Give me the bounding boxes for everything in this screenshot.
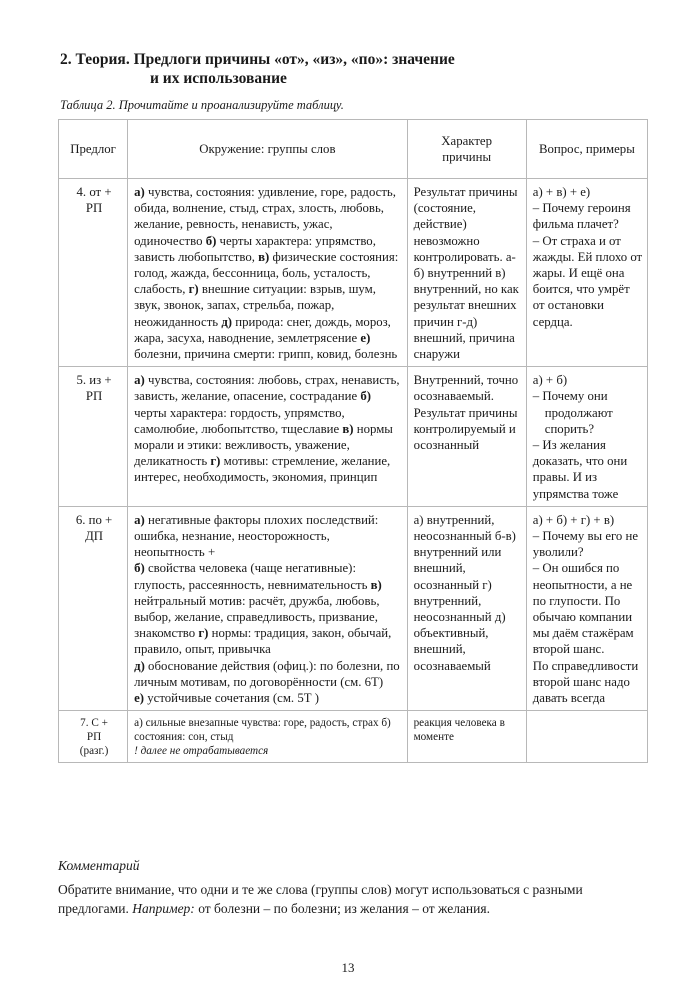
prep-label: 4. от + bbox=[76, 185, 112, 199]
header-char-line1: Характер bbox=[441, 133, 493, 148]
ex-line: – Из желания доказать, что они правы. И из упрямства тоже bbox=[532, 438, 628, 501]
prep-case: РП bbox=[86, 731, 102, 744]
ex-line: – Он ошибся по неопытности, а не по глупости. По обычаю компании мы даём стажёрам второй шанс. bbox=[532, 561, 634, 657]
table-header-row bbox=[59, 120, 648, 179]
prep-label: 6. по + bbox=[75, 512, 113, 527]
ex-line: а) + б) + г) + в) bbox=[532, 512, 615, 527]
prep-label: 7. С + bbox=[80, 717, 108, 730]
env-label-e: е) bbox=[134, 691, 145, 706]
env-text-a: чувства, состояния: любовь, страх, ненависть, зависть, желание, опасение, сострадание bbox=[134, 373, 400, 404]
env-cell bbox=[128, 179, 407, 367]
env-label-g: г) bbox=[210, 454, 221, 469]
env-text-d: обоснование действия (офиц.): по болезни, по личным мотивам, по договорённости (см. 6Т) bbox=[134, 658, 400, 689]
header-prep: Предлог bbox=[59, 120, 128, 179]
ex-line: – Почему вы его не уволили? bbox=[532, 529, 639, 560]
page-number: 13 bbox=[341, 960, 355, 975]
ex-line: продолжают спорить? bbox=[544, 405, 613, 436]
prepositions-table bbox=[58, 119, 648, 763]
env-text-b: черты характера: упрямство, зависть любопытство, bbox=[134, 233, 376, 264]
comment-text-before: Обратите внимание, что одни и те же слова (группы слов) могут использоваться с разными предлогами. bbox=[58, 882, 583, 916]
ex-line: – Почему героиня фильма плачет? bbox=[532, 201, 631, 232]
prep-note: (разг.) bbox=[79, 745, 109, 758]
env-cell bbox=[128, 711, 407, 763]
section-heading bbox=[60, 50, 660, 88]
env-text-b: черты характера: гордость, упрямство, самолюбие, любопытство, тщеславие bbox=[134, 405, 345, 436]
ex-line: – Почему они bbox=[532, 389, 608, 404]
env-label-b: б) bbox=[134, 561, 145, 576]
comment-text-after: от болезни – по болезни; из желания – от желания. bbox=[194, 901, 490, 916]
env-cell bbox=[128, 367, 407, 507]
env-text-a: чувства, состояния: удивление, горе, радость, обида, волнение, стыд, страх, злость, любовь, желание, ревность, ненависть, ужас, одиночество bbox=[134, 185, 396, 248]
ex-cell bbox=[526, 179, 647, 367]
ex-line: По справедливости второй шанс надо давать всегда bbox=[532, 658, 639, 706]
env-label-e: е) bbox=[360, 330, 371, 345]
ex-cell bbox=[526, 711, 647, 763]
env-label-b: б) bbox=[360, 389, 371, 404]
prep-case: РП bbox=[85, 389, 103, 404]
prep-cell bbox=[59, 506, 128, 710]
table-row bbox=[59, 179, 648, 367]
env-text-v: нормы морали и этики: вежливость, уважение, деликатность bbox=[134, 421, 393, 469]
table-row bbox=[59, 711, 648, 763]
env-text-b: свойства человека (чаще негативные): глупость, рассеянность, невнимательность bbox=[134, 561, 371, 592]
ex-cell bbox=[526, 367, 647, 507]
prep-cell bbox=[59, 367, 128, 507]
env-label-a: а) bbox=[134, 185, 145, 199]
comment-example-label: Например: bbox=[132, 901, 195, 916]
table-caption: Таблица 2. Прочитайте и проанализируйте таблицу. bbox=[60, 98, 344, 112]
table-row bbox=[59, 506, 648, 710]
env-label-a: а) bbox=[134, 373, 145, 388]
prep-cell bbox=[59, 711, 128, 763]
env-label-g: г) bbox=[198, 626, 209, 641]
comment-text bbox=[58, 880, 648, 918]
table-row bbox=[59, 367, 648, 507]
env-text-g: мотивы: стремление, желание, интерес, необходимость, экономия, принцип bbox=[134, 454, 391, 485]
char-cell: реакция человека в моменте bbox=[407, 711, 526, 763]
env-text-v: физические состояния: голод, жажда, бессонница, боль, усталость, слабость, bbox=[134, 249, 399, 297]
char-cell: Внутренний, точно осознаваемый. Результат причины контролируемый и осознанный bbox=[407, 367, 526, 507]
env-text-g: нормы: традиция, закон, обычай, правило, опыт, привычка bbox=[134, 626, 392, 657]
section-heading-line2: и их использование bbox=[150, 70, 287, 87]
env-label-v: в) bbox=[258, 249, 270, 264]
char-cell: а) внутренний, неосознанный б-в) внутренний или внешний, осознанный г) внутренний, неосознанный д) объективный, внешний, осознаваемый bbox=[407, 506, 526, 710]
env-label-v: в) bbox=[342, 421, 354, 436]
header-ex: Вопрос, примеры bbox=[526, 120, 647, 179]
ex-line: – От страха и от жажды. Ей плохо от жары. И ещё она боится, что умрёт от остановки сердца. bbox=[532, 233, 643, 329]
header-char-line2: причины bbox=[442, 150, 492, 164]
env-label-g: г) bbox=[188, 282, 199, 297]
ex-line: а) + б) bbox=[532, 373, 568, 388]
comment-title: Комментарий bbox=[58, 858, 140, 873]
prep-case: ДП bbox=[85, 529, 104, 544]
prep-cell bbox=[59, 179, 128, 367]
env-label-d: д) bbox=[221, 314, 233, 329]
env-note: ! далее не отрабатывается bbox=[134, 745, 269, 758]
env-label-v: в) bbox=[370, 577, 382, 592]
env-text-v: нейтральный мотив: расчёт, дружба, любовь, выбор, желание, справедливость, призвание, знакомство bbox=[134, 593, 380, 641]
header-char bbox=[407, 120, 526, 179]
prep-case: РП bbox=[85, 201, 103, 216]
env-label-a: а) bbox=[134, 512, 145, 527]
section-heading-line1: 2. Теория. Предлоги причины «от», «из», «по»: значение bbox=[60, 51, 455, 68]
prep-label: 5. из + bbox=[76, 373, 112, 388]
env-text-e: болезни, причина смерти: грипп, ковид, болезнь bbox=[134, 347, 398, 362]
env-cell bbox=[128, 506, 407, 710]
env-text-a: негативные факторы плохих последствий: ошибка, незнание, неосторожность, неопытность + bbox=[134, 512, 379, 560]
char-cell: Результат причины (состояние, действие) невозможно контролировать. а-б) внутренний в) внутренний, но как результат внешних причин г-д) внешний, причина снаружи bbox=[407, 179, 526, 367]
header-env: Окружение: группы слов bbox=[128, 120, 407, 179]
ex-cell bbox=[526, 506, 647, 710]
env-text-g: внешние ситуации: взрыв, шум, звук, звонок, запах, стрельба, пожар, неожиданность bbox=[134, 282, 376, 329]
env-text-d: природа: снег, дождь, мороз, жара, засуха, наводнение, землетрясение bbox=[134, 314, 391, 345]
env-label-d: д) bbox=[134, 658, 145, 673]
env-label-b: б) bbox=[205, 233, 217, 248]
env-text: а) сильные внезапные чувства: горе, радость, страх б) состояния: сон, стыд bbox=[134, 717, 391, 744]
ex-line: а) + в) + е) bbox=[532, 185, 591, 199]
env-text-e: устойчивые сочетания (см. 5Т ) bbox=[144, 691, 320, 706]
